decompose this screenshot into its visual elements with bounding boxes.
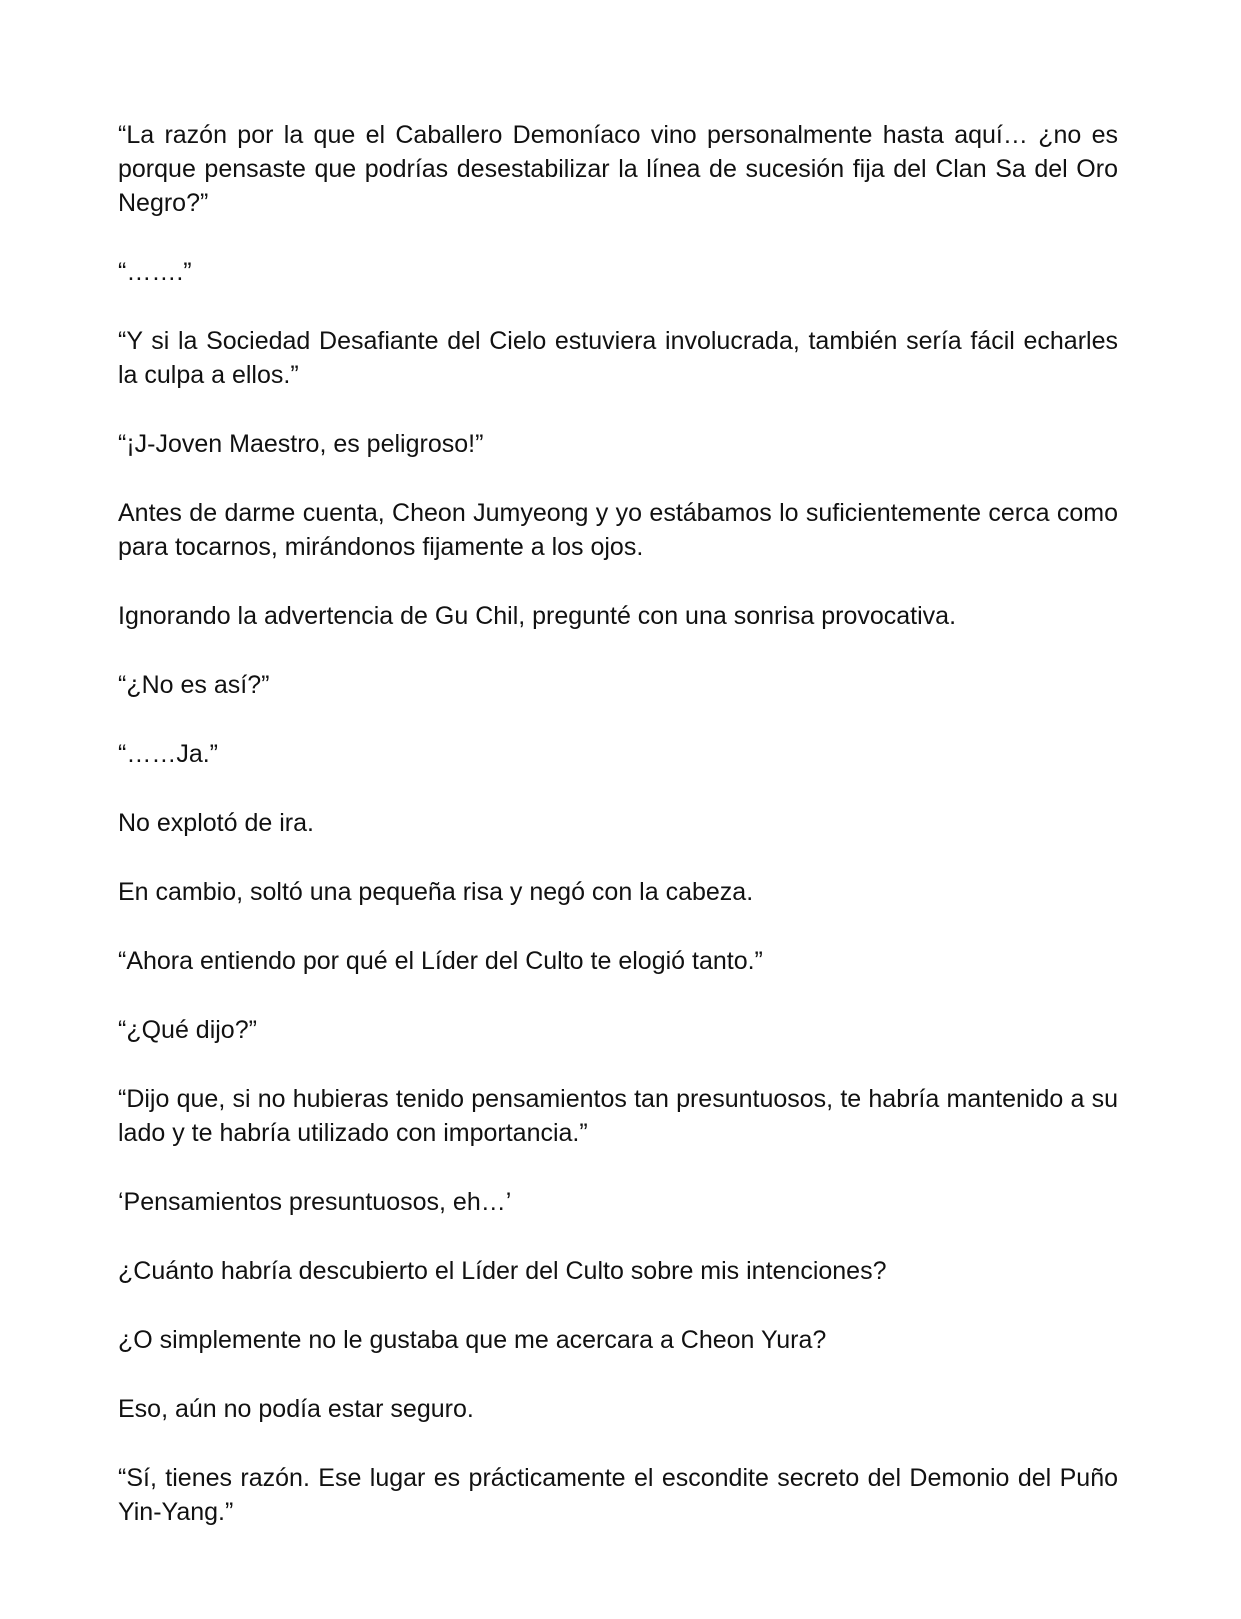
paragraph: Antes de darme cuenta, Cheon Jumyeong y yo estábamos lo suficientemente cerca como para tocarnos, mirándonos fijamente a los ojos. — [118, 499, 1118, 561]
paragraph: Ignorando la advertencia de Gu Chil, pregunté con una sonrisa provocativa. — [118, 602, 957, 630]
paragraph: “Y si la Sociedad Desafiante del Cielo estuviera involucrada, también sería fácil echarles la culpa a ellos.” — [118, 327, 1118, 389]
paragraph: “¿No es así?” — [118, 671, 270, 699]
paragraph: “……Ja.” — [118, 740, 218, 768]
paragraph: “Dijo que, si no hubieras tenido pensamientos tan presuntuosos, te habría mantenido a su lado y te habría utilizado con importancia.” — [118, 1085, 1118, 1147]
paragraph: “Sí, tienes razón. Ese lugar es prácticamente el escondite secreto del Demonio del Puño Yin-Yang.” — [118, 1464, 1118, 1526]
document-body — [118, 118, 1118, 1564]
paragraph: ¿O simplemente no le gustaba que me acercara a Cheon Yura? — [118, 1326, 827, 1354]
paragraph: ‘Pensamientos presuntuosos, eh…’ — [118, 1188, 512, 1216]
paragraph: “¿Qué dijo?” — [118, 1016, 257, 1044]
paragraph: No explotó de ira. — [118, 809, 314, 837]
paragraph: ¿Cuánto habría descubierto el Líder del Culto sobre mis intenciones? — [118, 1257, 887, 1285]
paragraph: “Ahora entiendo por qué el Líder del Culto te elogió tanto.” — [118, 947, 763, 975]
paragraph: “…….” — [118, 258, 192, 286]
paragraph: “La razón por la que el Caballero Demoníaco vino personalmente hasta aquí… ¿no es porque pensaste que podrías desestabilizar la línea de sucesión fija del Clan Sa del Oro Negro?” — [118, 121, 1118, 217]
paragraph: Eso, aún no podía estar seguro. — [118, 1395, 474, 1423]
paragraph: “¡J-Joven Maestro, es peligroso!” — [118, 430, 484, 458]
paragraph: En cambio, soltó una pequeña risa y negó con la cabeza. — [118, 878, 754, 906]
